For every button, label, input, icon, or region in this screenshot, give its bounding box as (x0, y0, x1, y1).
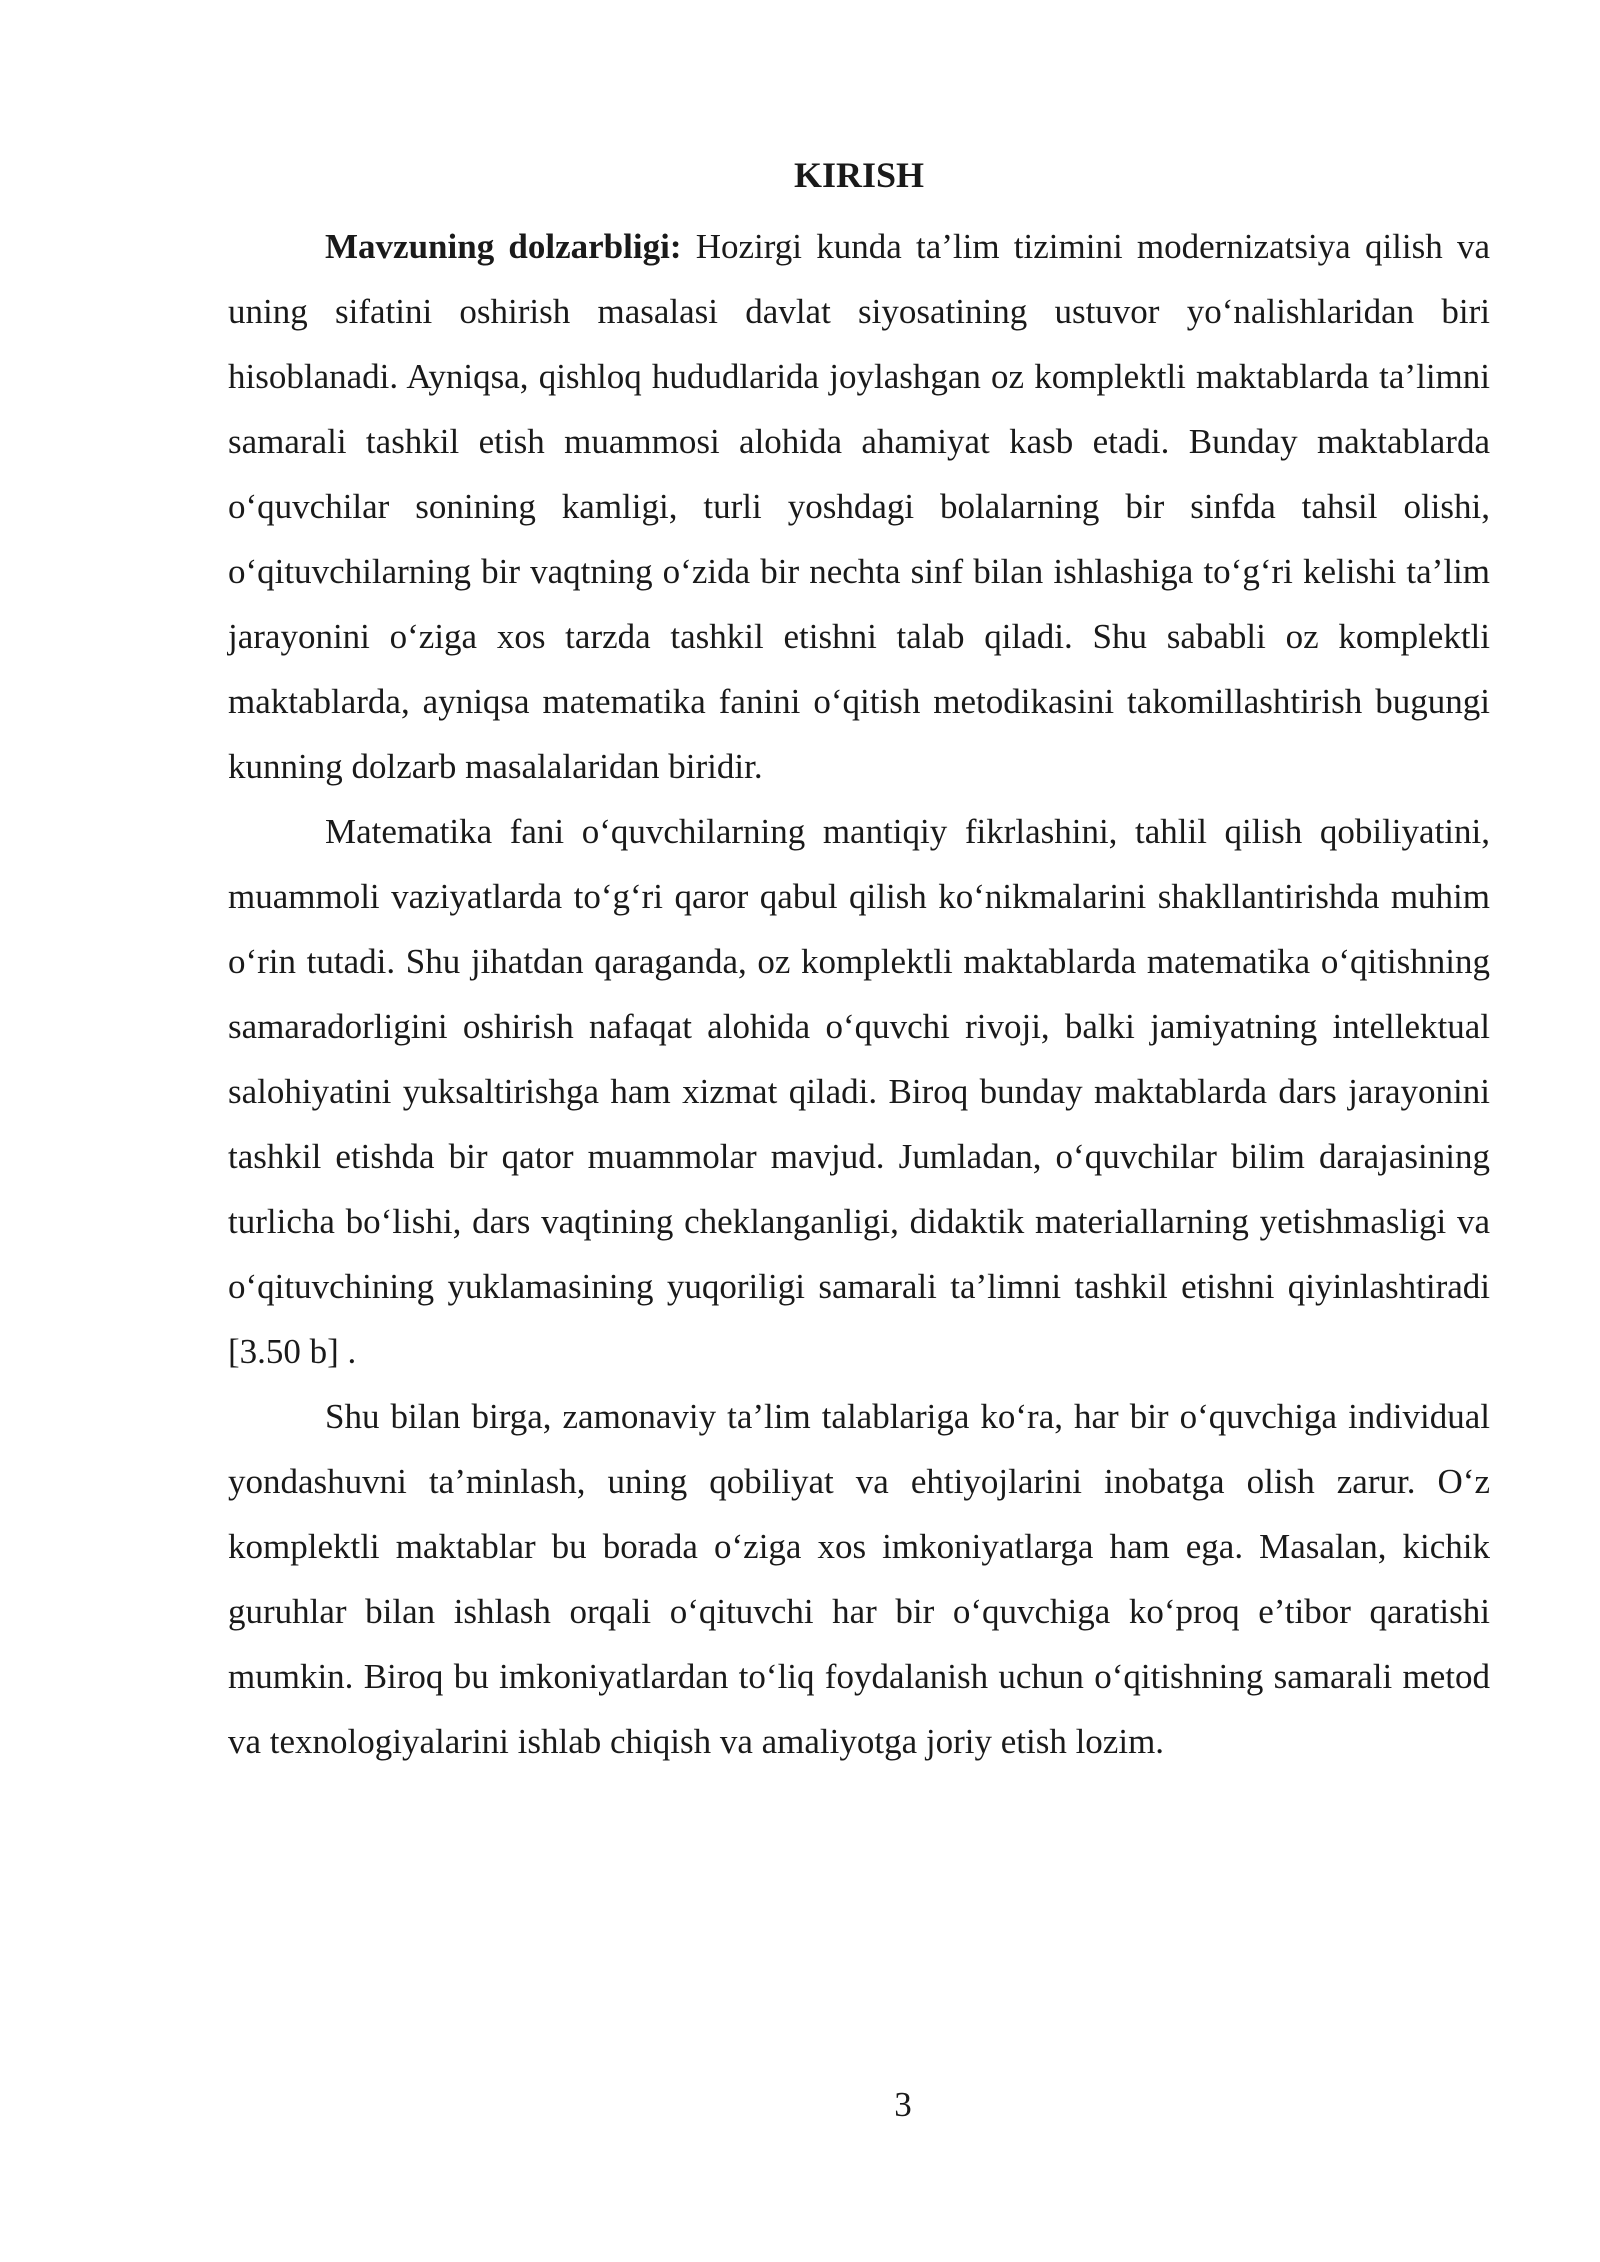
paragraph-text: Matematika fani o‘quvchilarning mantiqiy fikrlashini, tahlil qilish qobiliyatini, muammoli vaziyatlarda to‘g‘ri qaror qabul qilish ko‘nikmalarini shakllantirishda muhim o‘rin tutadi. Shu jihatdan qaraganda, oz komplektli maktablarda matematika o‘qitishning samaradorligini oshirish nafaqat alohida o‘quvchi rivoji, balki jamiyatning intellektual salohiyatini yuksaltirishga ham xizmat qiladi. Biroq bunday maktablarda dars jarayonini tashkil etishda bir qator muammolar mavjud. Jumladan, o‘quvchilar bilim darajasining turlicha bo‘lishi, dars vaqtining cheklanganligi, didaktik materiallarning yetishmasligi va o‘qituvchining yuklamasining yuqoriligi samarali ta’limni tashkil etishni qiyinlashtiradi [3.50 b] . (228, 812, 1490, 1371)
paragraph-2 (228, 799, 1490, 1384)
paragraph-1 (228, 214, 1490, 799)
section-heading: KIRISH (793, 155, 925, 195)
paragraph-lead-label: Mavzuning dolzarbligi: (325, 227, 682, 266)
paragraph-3 (228, 1384, 1490, 1774)
paragraph-text: Hozirgi kunda ta’lim tizimini modernizatsiya qilish va uning sifatini oshirish masalasi davlat siyosatining ustuvor yo‘nalishlaridan biri hisoblanadi. Ayniqsa, qishloq hududlarida joylashgan oz komplektli maktablarda ta’limni samarali tashkil etish muammosi alohida ahamiyat kasb etadi. Bunday maktablarda o‘quvchilar sonining kamligi, turli yoshdagi bolalarning bir sinfda tahsil olishi, o‘qituvchilarning bir vaqtning o‘zida bir nechta sinf bilan ishlashiga to‘g‘ri kelishi ta’lim jarayonini o‘ziga xos tarzda tashkil etishni talab qiladi. Shu sababli oz komplektli maktablarda, ayniqsa matematika fanini o‘qitish metodikasini takomillashtirish bugungi kunning dolzarb masalalaridan biridir. (228, 227, 1491, 786)
page-number: 3 (894, 2085, 912, 2124)
body-text (228, 214, 1490, 1774)
paragraph-text: Shu bilan birga, zamonaviy ta’lim talablariga ko‘ra, har bir o‘quvchiga individual yondashuvni ta’minlash, uning qobiliyat va ehtiyojlarini inobatga olish zarur. O‘z komplektli maktablar bu borada o‘ziga xos imkoniyatlarga ham ega. Masalan, kichik guruhlar bilan ishlash orqali o‘qituvchi har bir o‘quvchiga ko‘proq e’tibor qaratishi mumkin. Biroq bu imkoniyatlardan to‘liq foydalanish uchun o‘qitishning samarali metod va texnologiyalarini ishlab chiqish va amaliyotga joriy etish lozim. (228, 1397, 1490, 1761)
